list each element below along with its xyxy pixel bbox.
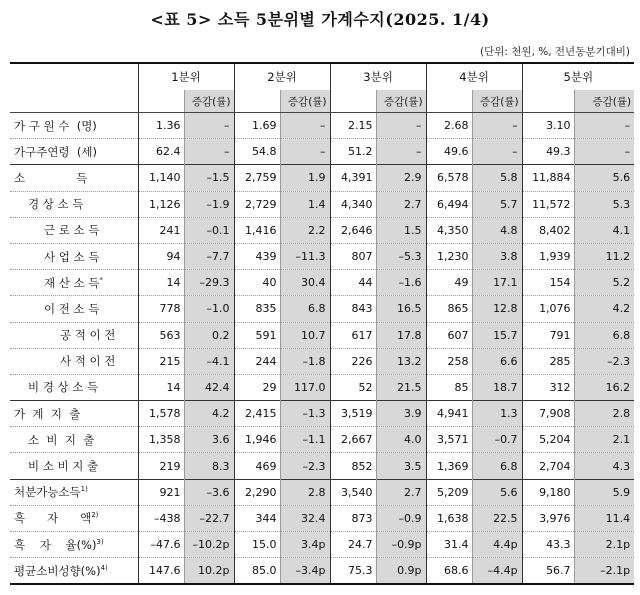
value-cell: 85 bbox=[426, 374, 472, 400]
change-cell: – bbox=[376, 139, 426, 165]
row-label: 사 적 이 전 bbox=[10, 348, 138, 374]
value-cell: 147.6 bbox=[138, 558, 184, 585]
row-label: 가 계 지 출 bbox=[10, 401, 138, 427]
change-cell: –4.1 bbox=[184, 348, 234, 374]
value-cell: 244 bbox=[234, 348, 280, 374]
value-cell: 62.4 bbox=[138, 139, 184, 165]
value-cell: 607 bbox=[426, 322, 472, 348]
value-cell: 51.2 bbox=[330, 139, 376, 165]
value-cell: 29 bbox=[234, 374, 280, 400]
value-cell: 52 bbox=[330, 374, 376, 400]
table-row bbox=[10, 427, 634, 453]
value-cell: 68.6 bbox=[426, 558, 472, 585]
row-label: 비 소 비 지 출 bbox=[10, 453, 138, 479]
change-cell: 12.8 bbox=[472, 296, 522, 322]
row-label: 공 적 이 전 bbox=[10, 322, 138, 348]
value-cell: 1,939 bbox=[522, 243, 574, 269]
income-quintile-table bbox=[10, 62, 634, 585]
change-cell: –1.6 bbox=[376, 270, 426, 296]
value-cell: 8,402 bbox=[522, 217, 574, 243]
footnote-marker: 2) bbox=[91, 511, 99, 520]
change-cell: 0.9p bbox=[376, 558, 426, 585]
change-cell: –1.1 bbox=[280, 427, 330, 453]
row-label: 이 전 소 득 bbox=[10, 296, 138, 322]
value-cell: 3.10 bbox=[522, 113, 574, 139]
table-row bbox=[10, 139, 634, 165]
change-cell: 11.4 bbox=[574, 505, 634, 531]
value-cell: 5,209 bbox=[426, 479, 472, 505]
value-cell: 4,350 bbox=[426, 217, 472, 243]
change-cell: –5.3 bbox=[376, 243, 426, 269]
value-cell: 1,578 bbox=[138, 401, 184, 427]
change-cell: 22.5 bbox=[472, 505, 522, 531]
change-cell: 4.3 bbox=[574, 453, 634, 479]
change-cell: – bbox=[472, 139, 522, 165]
row-label: 흑 자 액$^{2)}$ bbox=[10, 505, 138, 531]
change-cell: 11.2 bbox=[574, 243, 634, 269]
value-cell: 24.7 bbox=[330, 532, 376, 558]
change-cell: 18.7 bbox=[472, 374, 522, 400]
quintile-header: 4분위 bbox=[426, 63, 522, 90]
change-cell: 21.5 bbox=[376, 374, 426, 400]
change-cell: 4.2 bbox=[574, 296, 634, 322]
change-cell: 3.5 bbox=[376, 453, 426, 479]
footnote-marker: 3) bbox=[96, 537, 104, 546]
change-header: 증감(률) bbox=[184, 90, 234, 113]
value-cell: 865 bbox=[426, 296, 472, 322]
row-label: 평균소비성향(%)$^{4)}$ bbox=[10, 558, 138, 585]
change-cell: 8.3 bbox=[184, 453, 234, 479]
change-cell: 6.8 bbox=[280, 296, 330, 322]
table-row bbox=[10, 348, 634, 374]
change-header: 증감(률) bbox=[472, 90, 522, 113]
value-cell: 154 bbox=[522, 270, 574, 296]
value-cell: 1,369 bbox=[426, 453, 472, 479]
change-cell: 10.2p bbox=[184, 558, 234, 585]
row-label: 비 경 상 소 득 bbox=[10, 374, 138, 400]
change-cell: 2.1 bbox=[574, 427, 634, 453]
value-cell: 15.0 bbox=[234, 532, 280, 558]
change-cell: –11.3 bbox=[280, 243, 330, 269]
change-cell: 30.4 bbox=[280, 270, 330, 296]
value-cell: 258 bbox=[426, 348, 472, 374]
quintile-header: 3분위 bbox=[330, 63, 426, 90]
change-cell: – bbox=[574, 113, 634, 139]
value-cell: 7,908 bbox=[522, 401, 574, 427]
value-cell: 285 bbox=[522, 348, 574, 374]
quintile-header: 5분위 bbox=[522, 63, 634, 90]
value-cell: 563 bbox=[138, 322, 184, 348]
value-cell: 843 bbox=[330, 296, 376, 322]
value-cell: 1,230 bbox=[426, 243, 472, 269]
change-cell: – bbox=[280, 139, 330, 165]
value-cell: 852 bbox=[330, 453, 376, 479]
footnote-marker: 4) bbox=[100, 563, 108, 572]
value-cell: 75.3 bbox=[330, 558, 376, 585]
value-cell: 3,540 bbox=[330, 479, 376, 505]
value-cell: 835 bbox=[234, 296, 280, 322]
value-cell: 5,204 bbox=[522, 427, 574, 453]
change-cell: 2.8 bbox=[280, 479, 330, 505]
row-label: 흑 자 율(%)$^{3)}$ bbox=[10, 532, 138, 558]
change-cell: 117.0 bbox=[280, 374, 330, 400]
change-cell: – bbox=[184, 113, 234, 139]
value-cell: 1.69 bbox=[234, 113, 280, 139]
change-cell: 4.8 bbox=[472, 217, 522, 243]
change-cell: –3.4p bbox=[280, 558, 330, 585]
change-cell: 1.5 bbox=[376, 217, 426, 243]
table-row bbox=[10, 243, 634, 269]
value-cell: 3,976 bbox=[522, 505, 574, 531]
value-cell: 469 bbox=[234, 453, 280, 479]
change-cell: 42.4 bbox=[184, 374, 234, 400]
change-cell: –22.7 bbox=[184, 505, 234, 531]
value-cell: 921 bbox=[138, 479, 184, 505]
change-header: 증감(률) bbox=[280, 90, 330, 113]
change-cell: – bbox=[280, 113, 330, 139]
change-cell: 6.6 bbox=[472, 348, 522, 374]
change-cell: –1.3 bbox=[280, 401, 330, 427]
change-cell: 17.1 bbox=[472, 270, 522, 296]
value-cell: 241 bbox=[138, 217, 184, 243]
change-cell: 1.4 bbox=[280, 191, 330, 217]
change-cell: – bbox=[574, 139, 634, 165]
value-cell: 873 bbox=[330, 505, 376, 531]
value-cell: 49.3 bbox=[522, 139, 574, 165]
change-cell: 17.8 bbox=[376, 322, 426, 348]
value-cell: 1,946 bbox=[234, 427, 280, 453]
value-cell: 31.4 bbox=[426, 532, 472, 558]
value-cell: 85.0 bbox=[234, 558, 280, 585]
change-cell: –10.2p bbox=[184, 532, 234, 558]
change-cell: –1.5 bbox=[184, 165, 234, 191]
change-cell: 5.6 bbox=[574, 165, 634, 191]
footnote-marker: 1) bbox=[80, 485, 88, 494]
row-label: 근 로 소 득 bbox=[10, 217, 138, 243]
table-row bbox=[10, 113, 634, 139]
change-cell: 1.3 bbox=[472, 401, 522, 427]
change-cell: 32.4 bbox=[280, 505, 330, 531]
change-cell: 16.5 bbox=[376, 296, 426, 322]
value-cell: 2,667 bbox=[330, 427, 376, 453]
change-cell: 15.7 bbox=[472, 322, 522, 348]
table-row bbox=[10, 505, 634, 531]
value-cell: 1,076 bbox=[522, 296, 574, 322]
value-cell: 2,704 bbox=[522, 453, 574, 479]
value-cell: 44 bbox=[330, 270, 376, 296]
change-cell: 3.4p bbox=[280, 532, 330, 558]
change-cell: –0.7 bbox=[472, 427, 522, 453]
value-cell: 439 bbox=[234, 243, 280, 269]
corner-cell bbox=[10, 90, 138, 113]
change-cell: 4.1 bbox=[574, 217, 634, 243]
table-row bbox=[10, 532, 634, 558]
change-header: 증감(률) bbox=[376, 90, 426, 113]
row-label: 처분가능소득$^{1)}$ bbox=[10, 479, 138, 505]
value-cell: 344 bbox=[234, 505, 280, 531]
table-row bbox=[10, 479, 634, 505]
change-cell: 5.3 bbox=[574, 191, 634, 217]
change-cell: 2.2 bbox=[280, 217, 330, 243]
value-cell: 1.36 bbox=[138, 113, 184, 139]
value-cell: 9,180 bbox=[522, 479, 574, 505]
value-cell: 43.3 bbox=[522, 532, 574, 558]
change-cell: 2.1p bbox=[574, 532, 634, 558]
value-cell: 11,884 bbox=[522, 165, 574, 191]
change-cell: –1.9 bbox=[184, 191, 234, 217]
table-row bbox=[10, 191, 634, 217]
change-cell: –2.3 bbox=[574, 348, 634, 374]
unit-note: (단위: 천원, %, 전년동분기대비) bbox=[480, 46, 630, 58]
change-cell: 1.9 bbox=[280, 165, 330, 191]
change-cell: – bbox=[376, 113, 426, 139]
change-cell: –2.3 bbox=[280, 453, 330, 479]
value-cell: 94 bbox=[138, 243, 184, 269]
value-cell: 11,572 bbox=[522, 191, 574, 217]
change-cell: 10.7 bbox=[280, 322, 330, 348]
change-cell: 4.4p bbox=[472, 532, 522, 558]
change-cell: –0.9p bbox=[376, 532, 426, 558]
row-label: 경 상 소 득 bbox=[10, 191, 138, 217]
change-cell: 4.0 bbox=[376, 427, 426, 453]
change-cell: –29.3 bbox=[184, 270, 234, 296]
value-cell: 1,358 bbox=[138, 427, 184, 453]
table-body bbox=[10, 113, 634, 585]
value-cell: 6,578 bbox=[426, 165, 472, 191]
change-cell: 3.8 bbox=[472, 243, 522, 269]
row-label: 사 업 소 득 bbox=[10, 243, 138, 269]
table-row bbox=[10, 270, 634, 296]
row-label: 가구주연령 (세) bbox=[10, 139, 138, 165]
value-cell: 4,391 bbox=[330, 165, 376, 191]
value-cell: 1,638 bbox=[426, 505, 472, 531]
value-cell: 3,571 bbox=[426, 427, 472, 453]
change-cell: –4.4p bbox=[472, 558, 522, 585]
table-title: <표 5> 소득 5분위별 가계수지(2025. 1/4) bbox=[150, 10, 490, 29]
change-cell: 2.7 bbox=[376, 191, 426, 217]
value-cell: 2,415 bbox=[234, 401, 280, 427]
value-cell: 226 bbox=[330, 348, 376, 374]
value-cell: 215 bbox=[138, 348, 184, 374]
quintile-header: 2분위 bbox=[234, 63, 330, 90]
change-cell: 2.8 bbox=[574, 401, 634, 427]
change-cell: 5.6 bbox=[472, 479, 522, 505]
change-cell: –2.1p bbox=[574, 558, 634, 585]
change-cell: –3.6 bbox=[184, 479, 234, 505]
value-cell: 14 bbox=[138, 270, 184, 296]
value-cell: 778 bbox=[138, 296, 184, 322]
table-row bbox=[10, 322, 634, 348]
change-cell: 0.2 bbox=[184, 322, 234, 348]
change-cell: – bbox=[184, 139, 234, 165]
change-cell: 5.2 bbox=[574, 270, 634, 296]
value-cell: 219 bbox=[138, 453, 184, 479]
change-cell: 5.7 bbox=[472, 191, 522, 217]
value-cell: 4,941 bbox=[426, 401, 472, 427]
change-cell: 5.9 bbox=[574, 479, 634, 505]
value-cell: 2,759 bbox=[234, 165, 280, 191]
value-cell: 49.6 bbox=[426, 139, 472, 165]
change-cell: –0.1 bbox=[184, 217, 234, 243]
change-cell: –1.0 bbox=[184, 296, 234, 322]
value-cell: 3,519 bbox=[330, 401, 376, 427]
value-cell: 791 bbox=[522, 322, 574, 348]
change-cell: 3.6 bbox=[184, 427, 234, 453]
table-row bbox=[10, 453, 634, 479]
value-cell: 54.8 bbox=[234, 139, 280, 165]
change-cell: 6.8 bbox=[574, 322, 634, 348]
change-header: 증감(률) bbox=[574, 90, 634, 113]
row-label: 소 득 bbox=[10, 165, 138, 191]
value-cell: 617 bbox=[330, 322, 376, 348]
table-row bbox=[10, 217, 634, 243]
change-cell: –0.9 bbox=[376, 505, 426, 531]
change-cell: – bbox=[472, 113, 522, 139]
value-cell: 14 bbox=[138, 374, 184, 400]
value-cell: 56.7 bbox=[522, 558, 574, 585]
table-row bbox=[10, 401, 634, 427]
footnote-marker: * bbox=[99, 275, 103, 284]
change-cell: 2.9 bbox=[376, 165, 426, 191]
quintile-header: 1분위 bbox=[138, 63, 234, 90]
table-row bbox=[10, 165, 634, 191]
row-label: 재 산 소 득* bbox=[10, 270, 138, 296]
value-cell: 49 bbox=[426, 270, 472, 296]
value-cell: 1,126 bbox=[138, 191, 184, 217]
value-cell: –47.6 bbox=[138, 532, 184, 558]
value-cell: 1,416 bbox=[234, 217, 280, 243]
change-cell: 3.9 bbox=[376, 401, 426, 427]
value-cell: 2,646 bbox=[330, 217, 376, 243]
change-cell: 13.2 bbox=[376, 348, 426, 374]
change-cell: 4.2 bbox=[184, 401, 234, 427]
change-cell: 16.2 bbox=[574, 374, 634, 400]
change-cell: –1.8 bbox=[280, 348, 330, 374]
value-cell: 1,140 bbox=[138, 165, 184, 191]
value-cell: 2.68 bbox=[426, 113, 472, 139]
row-label: 소 비 지 출 bbox=[10, 427, 138, 453]
corner-cell bbox=[10, 63, 138, 90]
value-cell: 312 bbox=[522, 374, 574, 400]
table-row bbox=[10, 558, 634, 585]
change-cell: 5.8 bbox=[472, 165, 522, 191]
change-cell: –7.7 bbox=[184, 243, 234, 269]
table-row bbox=[10, 374, 634, 400]
value-cell: 807 bbox=[330, 243, 376, 269]
value-cell: 2,290 bbox=[234, 479, 280, 505]
change-cell: 2.7 bbox=[376, 479, 426, 505]
value-cell: 6,494 bbox=[426, 191, 472, 217]
value-cell: 2.15 bbox=[330, 113, 376, 139]
value-cell: –438 bbox=[138, 505, 184, 531]
row-label: 가 구 원 수 (명) bbox=[14, 118, 97, 133]
value-cell: 40 bbox=[234, 270, 280, 296]
table-row bbox=[10, 296, 634, 322]
value-cell: 4,340 bbox=[330, 191, 376, 217]
change-cell: 6.8 bbox=[472, 453, 522, 479]
value-cell: 2,729 bbox=[234, 191, 280, 217]
value-cell: 591 bbox=[234, 322, 280, 348]
